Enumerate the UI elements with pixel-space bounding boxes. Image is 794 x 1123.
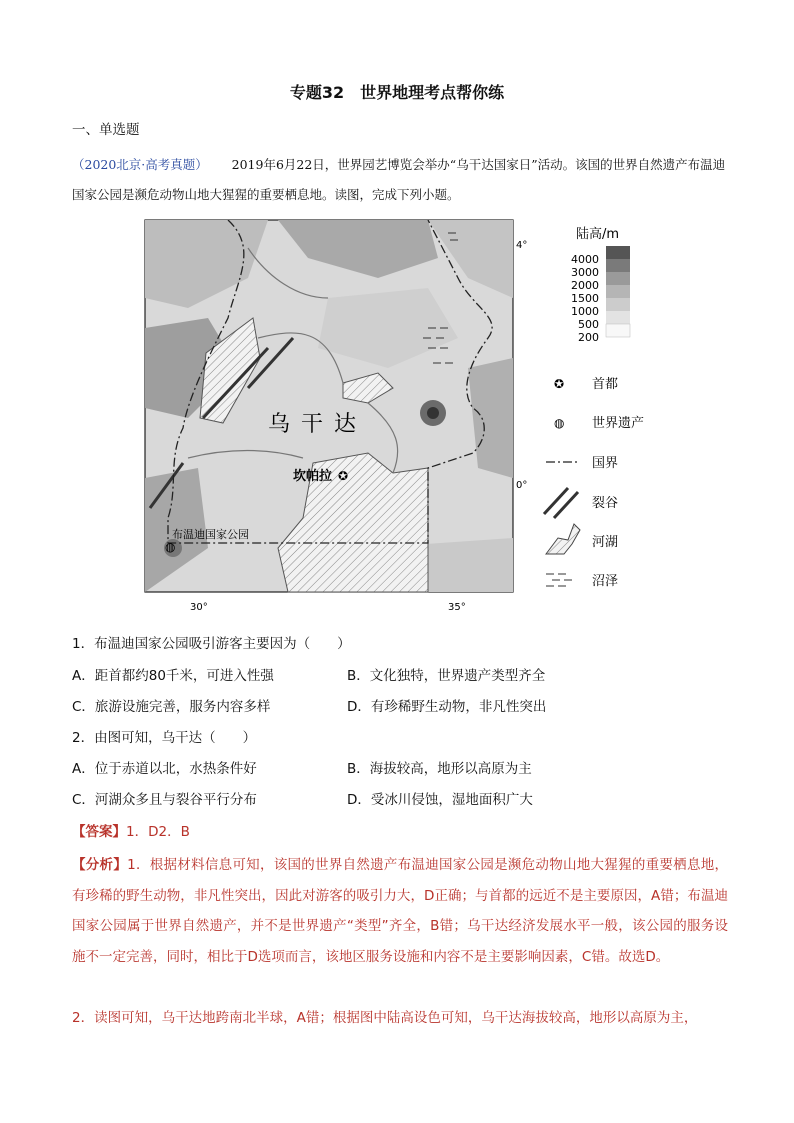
uganda-map (128, 218, 683, 618)
legend-level: 1500 (571, 292, 599, 305)
legend-label: 河湖 (592, 535, 619, 550)
intro-text: 2019年6月22日，世界园艺博览会举办“乌干达国家日”活动。该国的世界自然遗产布温迪国家公园是濒危动物山地大猩猩的重要栖息地。读图，完成下列小题。 (72, 157, 726, 202)
question-2-option: D．受冰川侵蚀，湿地面积广大 (347, 792, 533, 808)
answer-line (72, 820, 190, 840)
world-heritage-icon: ◍ (554, 416, 565, 430)
question-2-option: B．海拔较高，地形以高原为主 (347, 761, 532, 777)
legend-level: 500 (578, 318, 599, 331)
legend-level: 200 (578, 331, 599, 344)
section-heading: 一、单选题 (72, 122, 140, 138)
legend-label: 国界 (592, 456, 619, 471)
answer-tag: 【答案】 (72, 824, 126, 840)
legend-label: 首都 (592, 377, 619, 392)
legend-level: 3000 (571, 266, 599, 279)
analysis-text: 1．根据材料信息可知，该国的世界自然遗产布温迪国家公园是濒危动物山地大猩猩的重要栖息地，有珍稀的野生动物，非凡性突出，因此对游客的吸引力大，D正确；与首都的远近不是主要原因，A错；布温迪国家公园属于世界自然遗产，并不是世界遗产“类型”齐全，B错；乌干达经济发展水平一般，该公园的服务设施不一定完善，同时，相比于D选项而言，该地区服务设施和内容不是主要影响因素，C错。故选D。 (72, 857, 729, 965)
question-1-option: A．距首都约80千米，可进入性强 (72, 668, 274, 684)
source-tag: （2020北京·高考真题） (72, 157, 208, 172)
capital-icon: ✪ (554, 377, 565, 391)
lon-35-label: 35° (448, 602, 466, 613)
legend-level: 1000 (571, 305, 599, 318)
question-1-option: D．有珍稀野生动物，非凡性突出 (347, 699, 547, 715)
swamp-icon (546, 574, 572, 586)
legend-label: 世界遗产 (592, 416, 645, 431)
river-lake-icon (546, 524, 580, 554)
question-1-option: B．文化独特，世界遗产类型齐全 (347, 668, 546, 684)
answer-text: 1．D2．B (126, 824, 190, 840)
question-1-option: C．旅游设施完善，服务内容多样 (72, 699, 271, 715)
capital-icon: ✪ (338, 469, 349, 483)
question-2-option: A．位于赤道以北，水热条件好 (72, 761, 257, 777)
park-label: 布温迪国家公园 (172, 528, 249, 541)
country-label: 乌 干 达 (268, 412, 358, 437)
legend-level: 2000 (571, 279, 599, 292)
analysis-paragraph-1 (72, 850, 728, 972)
world-heritage-icon: ◍ (165, 540, 176, 554)
analysis-paragraph-2: 2．读图可知，乌干达地跨南北半球，A错；根据图中陆高设色可知，乌干达海拔较高，地形以高原为主， (72, 1010, 698, 1026)
legend-level: 4000 (571, 253, 599, 266)
lat-0-label: 0° (516, 480, 528, 491)
legend-label: 沼泽 (592, 574, 619, 589)
legend-title: 陆高/m (576, 227, 620, 242)
elevation-legend (571, 246, 630, 344)
question-2-stem: 2．由图可知，乌干达（ ） (72, 730, 257, 746)
page-title: 专题32 世界地理考点帮你练 (289, 83, 505, 102)
legend-label: 裂谷 (592, 496, 619, 511)
lat-4-label: 4° (516, 240, 528, 251)
question-2-option: C．河湖众多且与裂谷平行分布 (72, 792, 257, 808)
analysis-tag: 【分析】 (72, 857, 128, 873)
question-intro (72, 150, 732, 210)
rift-icon (544, 488, 578, 518)
lon-30-label: 30° (190, 602, 208, 613)
symbol-legend (544, 376, 644, 589)
question-1-stem: 1．布温迪国家公园吸引游客主要因为（ ） (72, 636, 351, 652)
capital-label: 坎帕拉 (293, 469, 333, 484)
